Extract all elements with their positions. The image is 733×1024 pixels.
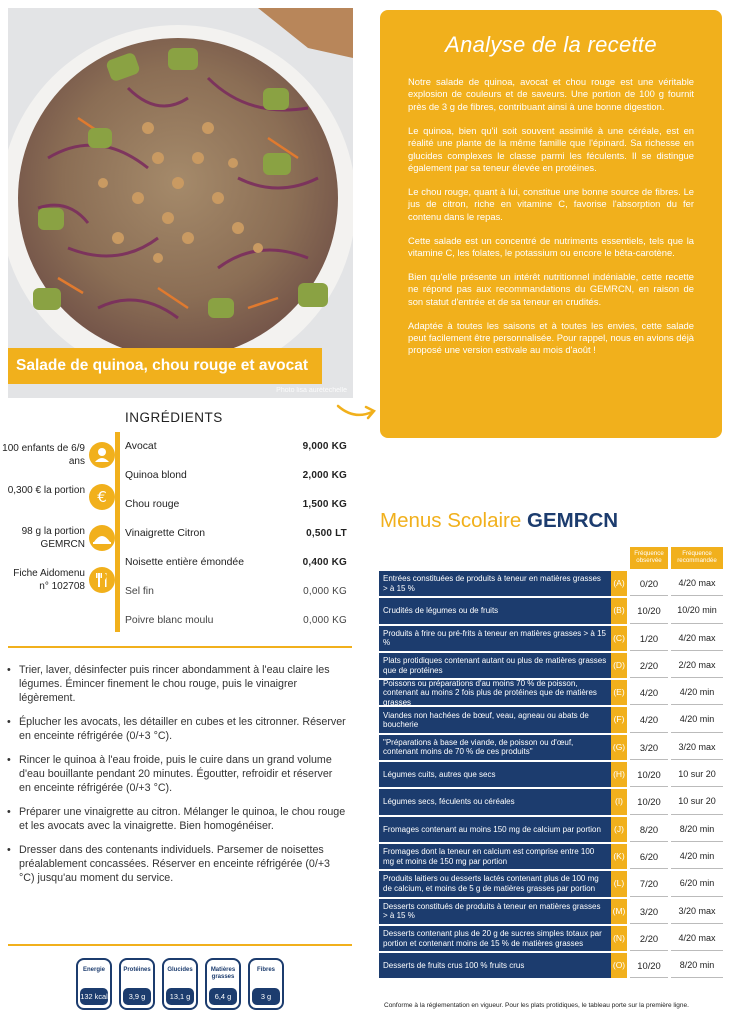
row-recommended: 8/20 min — [671, 953, 723, 978]
ingredient-name: Avocat — [125, 441, 157, 452]
row-label: Fromages dont la teneur en calcium est comprise entre 100 mg et moins de 150 mg par portion — [379, 844, 611, 869]
nutrition-value: 3 g — [252, 988, 280, 1005]
row-code: (L) — [611, 871, 627, 896]
step-item: • Trier, laver, désinfecter puis rincer abondamment à l'eau claire les légumes. Émincer finement le chou rouge, puis le vinaigrer légèrement. — [7, 663, 347, 705]
table-row — [379, 679, 723, 706]
nutrition-badge — [76, 958, 112, 1010]
ingredient-row — [125, 519, 347, 548]
row-label: Crudités de légumes ou de fruits — [379, 598, 611, 623]
ingredient-name: Quinoa blond — [125, 470, 187, 481]
nutrition-label: Glucides — [167, 967, 193, 973]
row-recommended: 4/20 max — [671, 926, 723, 951]
row-label: Desserts contenant plus de 20 g de sucres simples totaux par portion et contenant moins de 15 % de matières grasses — [379, 926, 611, 951]
row-code: (N) — [611, 926, 627, 951]
row-recommended: 10/20 min — [671, 598, 723, 623]
row-observed: 1/20 — [630, 626, 668, 651]
table-row — [379, 625, 723, 652]
analyse-paragraph: Le quinoa, bien qu'il soit souvent assimilé à une céréale, est en réalité une plante de la même famille que l'épinard. Sa richesse en glucides complexes le classe parmi les féculents. Il se distingue également par sa teneur élevée en protéines. — [408, 124, 694, 173]
row-label: Fromages contenant au moins 150 mg de calcium par portion — [379, 817, 611, 842]
ingredient-name: Vinaigrette Citron — [125, 528, 206, 539]
divider — [8, 646, 352, 648]
ingredient-qty: 0,000 KG — [303, 586, 347, 597]
cost-text: 0,300 € la portion — [7, 484, 85, 496]
row-recommended: 4/20 max — [671, 571, 723, 596]
row-label: Plats protidiques contenant autant ou plus de matières grasses que de protéines — [379, 653, 611, 678]
salad-illustration — [8, 8, 353, 398]
table-row — [379, 843, 723, 870]
row-code: (B) — [611, 598, 627, 623]
row-code: (D) — [611, 653, 627, 678]
gemrcn-table — [379, 570, 723, 979]
nutrition-label: Energie — [82, 967, 105, 973]
col-header-observed: Fréquence observée — [630, 547, 668, 569]
nutrition-value: 3,9 g — [123, 988, 151, 1005]
table-row — [379, 761, 723, 788]
gemrcn-title — [380, 509, 618, 533]
cost-info — [0, 482, 115, 512]
nutrition-badge — [162, 958, 198, 1010]
analyse-paragraph: Le chou rouge, quant à lui, constitue une bonne source de fibres. Le jus de citron, riche en vitamine C, favorise l'absorption du fer contenu dans le repas. — [408, 185, 694, 222]
row-label: Poissons ou préparations d'au moins 70 % de poisson, contenant au moins 2 fois plus de protéines que de matières grasses — [379, 680, 611, 705]
servings-text: 100 enfants de 6/9 ans — [2, 443, 85, 467]
row-code: (K) — [611, 844, 627, 869]
row-label: Produits à frire ou pré-frits à teneur en matières grasses > à 15 % — [379, 626, 611, 651]
ingredients-list — [125, 432, 347, 635]
step-item: • Préparer une vinaigrette au citron. Mélanger le quinoa, le chou rouge et les avocats avec la vinaigrette. Bien homogénéiser. — [7, 805, 347, 833]
row-recommended: 3/20 max — [671, 735, 723, 760]
nutrition-value: 6,4 g — [209, 988, 237, 1005]
row-code: (A) — [611, 571, 627, 596]
nutrition-value: 13,1 g — [166, 988, 194, 1005]
analyse-panel — [380, 10, 722, 438]
row-recommended: 4/20 min — [671, 844, 723, 869]
step-item: • Rincer le quinoa à l'eau froide, puis le cuire dans un grand volume d'eau bouillante pendant 20 minutes. Égoutter, refroidir et réserver en enceinte réfrigérée (0/+3 °C). — [7, 753, 347, 795]
ingredient-row — [125, 432, 347, 461]
ingredient-row — [125, 461, 347, 490]
row-recommended: 6/20 min — [671, 871, 723, 896]
ingredient-row — [125, 490, 347, 519]
dish-icon — [89, 525, 115, 551]
row-observed: 2/20 — [630, 653, 668, 678]
row-code: (G) — [611, 735, 627, 760]
row-code: (J) — [611, 817, 627, 842]
recipe-info — [0, 440, 115, 606]
euro-icon — [89, 484, 115, 510]
nutrition-label: Protéines — [123, 967, 151, 973]
table-row — [379, 952, 723, 979]
ingredient-qty: 0,500 LT — [306, 528, 347, 539]
row-code: (C) — [611, 626, 627, 651]
ingredient-name: Noisette entière émondée — [125, 557, 244, 568]
row-observed: 10/20 — [630, 953, 668, 978]
gemrcn-title-prefix: Menus Scolaire — [380, 509, 522, 532]
ingredient-row — [125, 548, 347, 577]
analyse-paragraph: Notre salade de quinoa, avocat et chou rouge est une véritable explosion de couleurs et de saveurs. Une portion de 100 g fournit près de 3 g de fibres, contribuant ainsi à une bonne digestion. — [408, 76, 694, 112]
row-observed: 0/20 — [630, 571, 668, 596]
ingredient-row — [125, 606, 347, 635]
nutrition-badge — [248, 958, 284, 1010]
table-row — [379, 597, 723, 624]
col-header-recommended: Fréquence recommandée — [671, 547, 723, 569]
ingredient-qty: 2,000 KG — [302, 470, 347, 481]
row-code: (F) — [611, 707, 627, 732]
row-observed: 6/20 — [630, 844, 668, 869]
nutrition-label: Matières grasses — [210, 967, 236, 980]
step-item: • Éplucher les avocats, les détailler en cubes et les citronner. Réserver en enceinte réfrigérée (0/+3 °C). — [7, 715, 347, 743]
row-observed: 7/20 — [630, 871, 668, 896]
ingredient-qty: 0,000 KG — [303, 615, 347, 626]
row-label: "Préparations à base de viande, de poisson ou d'œuf, contenant moins de 70 % de ces produits" — [379, 735, 611, 760]
cutlery-icon — [89, 567, 115, 593]
row-observed: 3/20 — [630, 899, 668, 924]
row-recommended: 8/20 min — [671, 817, 723, 842]
row-code: (I) — [611, 789, 627, 814]
photo-credit: Photo lisa aurétechelle — [276, 387, 347, 394]
table-row — [379, 870, 723, 897]
ingredient-name: Poivre blanc moulu — [125, 615, 214, 626]
gemrcn-note: Conforme à la réglementation en vigueur. Pour les plats protidiques, le tableau porte sur la première ligne. — [384, 1002, 689, 1009]
row-observed: 4/20 — [630, 680, 668, 705]
row-recommended: 2/20 max — [671, 653, 723, 678]
recipe-title: Salade de quinoa, chou rouge et avocat — [8, 348, 322, 384]
preparation-steps — [7, 663, 347, 895]
servings-info — [0, 440, 115, 470]
row-code: (O) — [611, 953, 627, 978]
row-recommended: 3/20 max — [671, 899, 723, 924]
sheet-info — [0, 565, 115, 595]
ingredient-qty: 9,000 KG — [302, 441, 347, 452]
row-label: Entrées constituées de produits à teneur en matières grasses > à 15 % — [379, 571, 611, 596]
divider — [8, 944, 352, 946]
table-row — [379, 734, 723, 761]
row-label: Produits laitiers ou desserts lactés contenant plus de 100 mg de calcium, et moins de 5 g de matières grasses par portion — [379, 871, 611, 896]
table-row — [379, 925, 723, 952]
row-observed: 10/20 — [630, 598, 668, 623]
row-observed: 2/20 — [630, 926, 668, 951]
ingredient-name: Chou rouge — [125, 499, 180, 510]
table-row — [379, 788, 723, 815]
analyse-paragraph: Bien qu'elle présente un intérêt nutritionnel indéniable, cette recette ne répond pas aux recommandations du GEMRCN, en raison de son statut d'entrée et de sa teneur en crudités. — [408, 270, 694, 307]
analyse-paragraph: Adaptée à toutes les saisons et à toutes les envies, cette salade peut facilement être personnalisée. Pour rappel, nous en avions déjà proposé une version estivale au mois d'août ! — [408, 319, 694, 356]
ingredients-title: INGRÉDIENTS — [125, 410, 223, 425]
row-recommended: 10 sur 20 — [671, 762, 723, 787]
row-label: Légumes cuits, autres que secs — [379, 762, 611, 787]
row-recommended: 4/20 min — [671, 707, 723, 732]
row-observed: 3/20 — [630, 735, 668, 760]
row-label: Desserts de fruits crus 100 % fruits crus — [379, 953, 611, 978]
portion-text: 98 g la portion GEMRCN — [21, 526, 85, 550]
nutrition-badges — [76, 958, 284, 1010]
nutrition-badge — [119, 958, 155, 1010]
ingredient-row — [125, 577, 347, 606]
sheet-text: Fiche Aidomenu n° 102708 — [13, 567, 85, 592]
analyse-paragraph: Cette salade est un concentré de nutriments essentiels, tels que la vitamine C, les folates, le potassium ou encore le bêta-carotène. — [408, 234, 694, 258]
step-item: • Dresser dans des contenants individuels. Parsemer de noisettes préalablement concassées. Réserver en enceinte réfrigérée (0/+3 °C) jusqu'au moment du service. — [7, 843, 347, 885]
row-recommended: 4/20 max — [671, 626, 723, 651]
gemrcn-title-brand: GEMRCN — [527, 509, 619, 532]
row-observed: 10/20 — [630, 789, 668, 814]
row-label: Desserts constitués de produits à teneur en matières grasses > à 15 % — [379, 899, 611, 924]
svg-text:€: € — [97, 487, 107, 506]
nutrition-value: 132 kcal — [80, 988, 108, 1005]
ingredient-name: Sel fin — [125, 586, 154, 597]
person-icon — [89, 442, 115, 468]
table-row — [379, 570, 723, 597]
row-observed: 4/20 — [630, 707, 668, 732]
table-row — [379, 816, 723, 843]
analyse-title: Analyse de la recette — [445, 32, 657, 57]
arrow-icon — [336, 402, 380, 424]
portion-info — [0, 523, 115, 553]
row-recommended: 10 sur 20 — [671, 789, 723, 814]
row-label: Viandes non hachées de bœuf, veau, agneau ou abats de boucherie — [379, 707, 611, 732]
row-observed: 10/20 — [630, 762, 668, 787]
row-observed: 8/20 — [630, 817, 668, 842]
table-row — [379, 898, 723, 925]
ingredient-qty: 1,500 KG — [302, 499, 347, 510]
nutrition-badge — [205, 958, 241, 1010]
row-code: (E) — [611, 680, 627, 705]
ingredients-accent-bar — [115, 432, 120, 632]
row-code: (H) — [611, 762, 627, 787]
row-code: (M) — [611, 899, 627, 924]
ingredient-qty: 0,400 KG — [302, 557, 347, 568]
row-recommended: 4/20 min — [671, 680, 723, 705]
nutrition-label: Fibres — [256, 967, 275, 973]
table-row — [379, 706, 723, 733]
row-label: Légumes secs, féculents ou céréales — [379, 789, 611, 814]
recipe-photo — [8, 8, 353, 398]
table-row — [379, 652, 723, 679]
